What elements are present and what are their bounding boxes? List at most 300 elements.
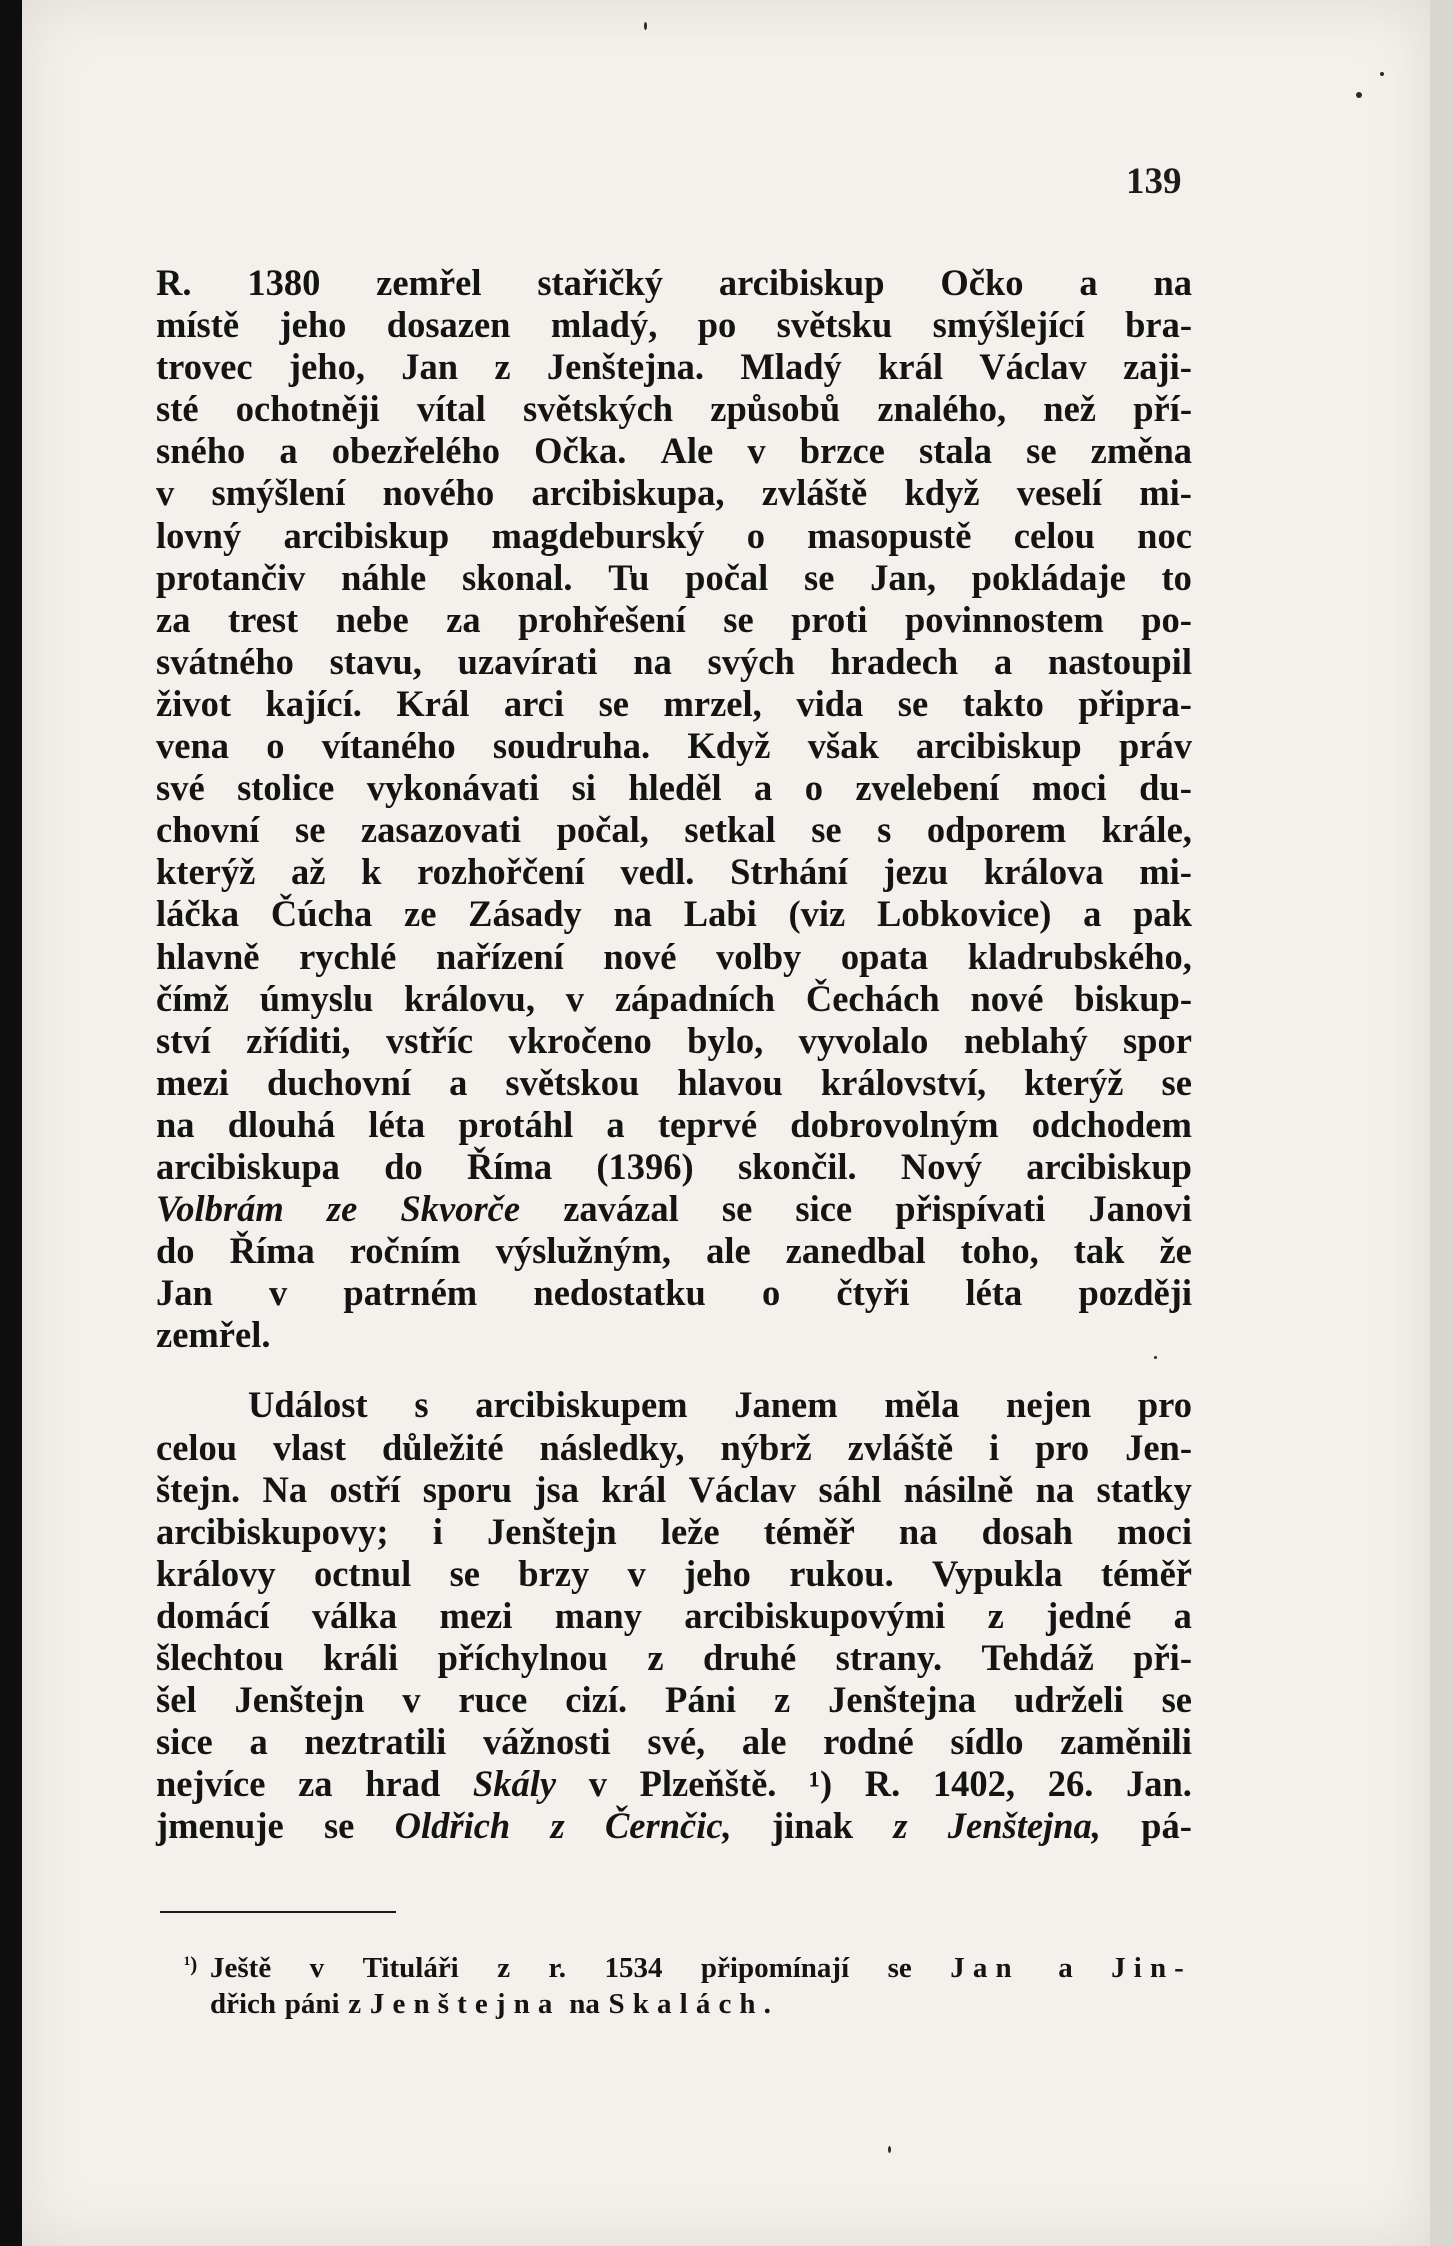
word: si [571, 767, 596, 809]
word: takto [962, 682, 1044, 724]
word: později [1078, 1272, 1192, 1314]
word: pokládaje [971, 556, 1126, 598]
word: smýšlení [211, 472, 346, 514]
word: veselí [1016, 472, 1102, 514]
word: se [1161, 1061, 1192, 1103]
word: život [156, 682, 231, 724]
word: zvláště [847, 1426, 954, 1468]
word: sice [156, 1721, 213, 1763]
word: statky [1096, 1468, 1192, 1510]
word: Skvorče [400, 1188, 521, 1230]
word: na [1035, 1468, 1075, 1510]
word: Čechách [805, 977, 940, 1019]
text-line [156, 557, 1192, 599]
word: odporem [926, 809, 1067, 851]
word: království, [820, 1061, 987, 1103]
word: Očka. [534, 430, 627, 472]
text-line [210, 1950, 1192, 1986]
text-line [156, 1511, 1192, 1553]
word: s [877, 809, 892, 851]
word: dlouhá [227, 1103, 336, 1145]
footnote-rule [160, 1911, 396, 1913]
word: Říma [229, 1230, 315, 1272]
paper-speck [1380, 72, 1384, 76]
word: zaji- [1123, 346, 1192, 388]
word: obezřelého [331, 430, 501, 472]
word: zavázal [563, 1188, 679, 1230]
word: R. [864, 1763, 901, 1805]
page-edge-strip [1430, 0, 1454, 2246]
word: toho, [960, 1230, 1039, 1272]
word: se [598, 682, 629, 724]
word: rodné [823, 1721, 914, 1763]
text-line [156, 1763, 1192, 1805]
word: ochotněji [235, 388, 380, 430]
paper-speck [644, 22, 647, 30]
word: zaměnili [1060, 1721, 1192, 1763]
word: prohřešení [518, 598, 686, 640]
word: ze [326, 1188, 358, 1230]
word: Skály [472, 1763, 557, 1805]
word: se [887, 1952, 912, 1984]
word: Jenštejna. [546, 346, 705, 388]
word: válka [311, 1594, 398, 1636]
word: arcibiskupem [475, 1384, 688, 1426]
word: jedné [1046, 1594, 1132, 1636]
word: zemřel. [156, 1314, 271, 1356]
word: mrzel, [663, 682, 762, 724]
word: na [633, 640, 672, 682]
word: jmenuje [156, 1805, 284, 1847]
footnote-text [210, 1950, 1192, 2022]
word: mezi [156, 1061, 229, 1103]
word: a [279, 430, 298, 472]
word: a [1058, 1952, 1073, 1984]
word: do [384, 1145, 423, 1187]
word: (1396) [596, 1145, 694, 1187]
word: šel [156, 1679, 197, 1721]
word: Jan, [870, 556, 936, 598]
footnote-marker: ¹) [184, 1952, 198, 1976]
word: se [723, 598, 754, 640]
word: rozhořčení [417, 851, 585, 893]
text-line [156, 1679, 1192, 1721]
word: volby [716, 935, 802, 977]
word: v [747, 430, 766, 472]
word: skonal. [461, 556, 573, 598]
word: zasazovati [360, 809, 522, 851]
word: králova [983, 851, 1104, 893]
word: setkal [684, 809, 776, 851]
word: Tu [608, 556, 650, 598]
text-line [156, 262, 1192, 304]
word: jeho [684, 1552, 751, 1594]
word: Zásady [468, 893, 582, 935]
word: teprvé [657, 1103, 758, 1145]
text-line [156, 1637, 1192, 1679]
word: o [804, 767, 823, 809]
word: ruce [458, 1679, 528, 1721]
word: svátného [156, 640, 294, 682]
word: se [1161, 1679, 1192, 1721]
word: Nový [900, 1145, 982, 1187]
word: v [565, 977, 585, 1019]
main-text [156, 262, 1192, 1847]
word: brzy [518, 1552, 590, 1594]
word: na [613, 893, 653, 935]
word: mladý, [550, 304, 658, 346]
word: a [1083, 893, 1102, 935]
word: moci [1031, 767, 1107, 809]
word: čtyři [836, 1272, 910, 1314]
word: o [761, 1272, 781, 1314]
word: Jenštejn [234, 1679, 365, 1721]
word: Ale [660, 430, 714, 472]
word: po- [1141, 598, 1192, 640]
word: 1402, [932, 1763, 1016, 1805]
word: arcibiskupovými [684, 1594, 946, 1636]
word: Tituláři [362, 1952, 459, 1984]
text-line [156, 893, 1192, 935]
word: západních [614, 977, 776, 1019]
word: nedostatku [533, 1272, 706, 1314]
word: výslužným, [495, 1230, 672, 1272]
word: téměř [763, 1510, 855, 1552]
word: mi- [1139, 851, 1192, 893]
word: se [811, 809, 842, 851]
text-line [156, 346, 1192, 388]
text-line [156, 430, 1192, 472]
word: neztratili [304, 1721, 447, 1763]
word: 1534 [604, 1952, 663, 1984]
word: vstříc [385, 1019, 474, 1061]
word: Jin- [1111, 1952, 1192, 1984]
word: arcibiskup [1026, 1145, 1192, 1187]
word: to [1161, 556, 1192, 598]
word: na [1153, 262, 1192, 303]
word: 1380 [247, 262, 321, 303]
word: léta [965, 1272, 1023, 1314]
word: Václav [979, 346, 1087, 388]
word: vítal [416, 388, 486, 430]
word: tak [1073, 1230, 1125, 1272]
word: nového [382, 472, 495, 514]
word: měla [884, 1384, 960, 1426]
text-line [156, 641, 1192, 683]
text-line [156, 1314, 1192, 1356]
word: čímž [156, 977, 229, 1019]
word: světských [523, 388, 674, 430]
text-line [156, 1062, 1192, 1104]
word: hleděl [628, 767, 722, 809]
word: z [774, 1679, 791, 1721]
text-line [156, 1272, 1192, 1314]
page-number: 139 [1126, 161, 1182, 202]
word: noc [1137, 514, 1192, 556]
word: proti [791, 598, 868, 640]
word: pá- [1141, 1805, 1192, 1847]
word: jezu [883, 851, 949, 893]
word: ročním [349, 1230, 461, 1272]
word: zanedbal [785, 1230, 926, 1272]
text-line [156, 851, 1192, 893]
word: Vypukla [931, 1552, 1063, 1594]
word: s [414, 1384, 429, 1426]
word: Strhání [730, 851, 848, 893]
word: Ještě [210, 1952, 272, 1984]
word: Jan. [1125, 1763, 1192, 1805]
word: když [904, 472, 980, 514]
word: světsku [776, 304, 893, 346]
word: své, [647, 1721, 706, 1763]
word: z [647, 1637, 664, 1678]
word: kterýž [156, 851, 256, 893]
word: sáhl [818, 1468, 882, 1510]
word: se [449, 1552, 480, 1594]
word: Jan [950, 1952, 1020, 1984]
word: znalého, [877, 388, 1007, 430]
text-line [210, 1986, 1192, 2022]
word: vkročeno [508, 1019, 652, 1061]
word: a [1173, 1594, 1192, 1636]
word: kající. [265, 682, 362, 724]
paper-speck [888, 2146, 891, 2153]
text-line [156, 978, 1192, 1020]
word: Mladý [740, 346, 842, 388]
word: Jan [401, 346, 459, 388]
word: místě [156, 304, 240, 346]
word: arcibiskupa [156, 1145, 340, 1187]
word: o [266, 725, 285, 767]
word: spor [1122, 1019, 1192, 1061]
word: Lobkovice) [876, 893, 1052, 935]
text-line [156, 1384, 1192, 1426]
text-line [156, 767, 1192, 809]
word: r. [548, 1952, 566, 1984]
word: králi [323, 1637, 399, 1678]
text-line [156, 1469, 1192, 1511]
word: Událost [248, 1384, 368, 1426]
word: trovec [156, 346, 253, 388]
word: stavu, [329, 640, 422, 682]
word: z [550, 1805, 565, 1847]
word: stařičký [537, 262, 664, 303]
word: svých [707, 640, 795, 682]
word: násilně [903, 1468, 1014, 1510]
word: přispívati [895, 1188, 1046, 1230]
word: se [897, 682, 929, 724]
word: po [697, 304, 737, 346]
word: téměř [1100, 1552, 1192, 1594]
word: soudruha. [492, 725, 651, 767]
word: zříditi, [246, 1019, 351, 1061]
word: král [878, 346, 943, 388]
word: ale [741, 1721, 787, 1763]
word: důležité [381, 1426, 504, 1468]
text-line [156, 1104, 1192, 1146]
word: kladrubského, [967, 935, 1192, 977]
word: z [497, 1952, 511, 1984]
word: a [754, 767, 773, 809]
word: masopustě [807, 514, 972, 556]
word: (viz [788, 893, 846, 935]
word: jeho [279, 304, 347, 346]
text-line [156, 1427, 1192, 1469]
word: Labi [683, 893, 757, 935]
word: vítaného [321, 725, 456, 767]
word: ostří [329, 1468, 401, 1510]
word: jinak [771, 1805, 854, 1847]
word: a [449, 1061, 468, 1103]
word: kterýž [1024, 1061, 1124, 1103]
word: stolice [237, 767, 335, 809]
word: a [993, 640, 1013, 682]
word: z [494, 346, 511, 388]
word: v [588, 1763, 607, 1805]
word: Na [262, 1468, 308, 1510]
text-line [156, 809, 1192, 851]
word: octnul [313, 1552, 412, 1594]
word: pak [1133, 893, 1192, 935]
word: počal [685, 556, 769, 598]
word: protančiv [156, 556, 306, 598]
word: v [309, 1952, 325, 1984]
word: jeho, [288, 346, 365, 388]
word: smýšlející [932, 304, 1085, 346]
word: jsa [534, 1468, 580, 1510]
word: Jenštejna [828, 1679, 977, 1721]
word: nařízení [436, 935, 564, 977]
word: Jenštejna, [947, 1805, 1101, 1847]
word: Plzeňště. [639, 1763, 777, 1805]
word: o [746, 514, 765, 556]
word: při- [1133, 1637, 1192, 1678]
word: Jenštejna [369, 1988, 561, 2020]
word: i [988, 1426, 1000, 1468]
word: biskup- [1074, 977, 1192, 1019]
word: arcibiskup [718, 262, 885, 303]
word: královu, [404, 977, 535, 1019]
word: Král [396, 682, 470, 724]
text-line [156, 472, 1192, 514]
word: a [1079, 262, 1098, 303]
word: Čúcha [270, 893, 373, 935]
word: odchodem [1031, 1103, 1192, 1145]
word: uzavírati [457, 640, 598, 682]
word: arcibiskup [283, 514, 450, 556]
word: z [893, 1805, 908, 1847]
word: sté [156, 388, 199, 430]
word: za [156, 598, 191, 640]
word: počal, [556, 809, 649, 851]
word: v [402, 1679, 421, 1721]
text-line [156, 1020, 1192, 1062]
word: arci [503, 682, 565, 724]
word: mi- [1139, 472, 1192, 514]
word: král [601, 1468, 667, 1510]
text-line [156, 936, 1192, 978]
word: brzce [799, 430, 885, 472]
word: své [156, 767, 205, 809]
word: nové [603, 935, 677, 977]
text-line [156, 515, 1192, 557]
paper-speck [1356, 92, 1362, 98]
word: z [987, 1594, 1004, 1636]
word: Očko [940, 262, 1024, 303]
word: na [898, 1510, 938, 1552]
word: nebe [335, 598, 409, 640]
word: nejen [1006, 1384, 1092, 1426]
word: vedl. [620, 851, 695, 893]
word: příchylnou [437, 1637, 608, 1678]
word: mezi [439, 1594, 513, 1636]
paragraph-gap [156, 1356, 1192, 1384]
word: než [1043, 388, 1096, 430]
word: Jan [156, 1272, 213, 1314]
word: do [156, 1230, 195, 1272]
word: leže [660, 1510, 720, 1552]
word: vlast [273, 1426, 347, 1468]
word: nové [970, 977, 1044, 1019]
word: rychlé [299, 935, 397, 977]
word: však [807, 725, 879, 767]
word: Václav [688, 1468, 797, 1510]
word: nejvíce [156, 1763, 266, 1805]
word: duchovní [267, 1061, 412, 1103]
word: se [803, 556, 835, 598]
word: sice [795, 1188, 853, 1230]
word: druhé [702, 1637, 797, 1678]
word: že [1159, 1230, 1192, 1272]
word: vykonávati [366, 767, 540, 809]
word: šlechtou [156, 1637, 284, 1678]
text-line [156, 1805, 1192, 1847]
word: skončil. [737, 1145, 857, 1187]
word: sného [156, 430, 246, 472]
word: pro [1035, 1426, 1090, 1468]
word: ¹) [809, 1763, 833, 1805]
word: zemřel [376, 262, 482, 303]
word: i [432, 1510, 443, 1552]
word: hrad [365, 1763, 441, 1805]
word: na [569, 1988, 600, 2020]
word: vážnosti [482, 1721, 611, 1763]
text-line [156, 1553, 1192, 1595]
word: krále, [1101, 809, 1192, 851]
word: a [606, 1103, 625, 1145]
word: úmyslu [259, 977, 374, 1019]
word: arcibiskupovy; [156, 1510, 389, 1552]
word: z [348, 1988, 362, 2020]
word: vida [796, 682, 864, 724]
word: za [298, 1763, 333, 1805]
word: bylo, [687, 1019, 764, 1061]
word: domácí [156, 1594, 270, 1636]
word: se [1026, 430, 1057, 472]
word: následky, [539, 1426, 685, 1468]
word: bra- [1125, 304, 1192, 346]
word: královy [156, 1552, 276, 1594]
word: Volbrám [156, 1188, 284, 1230]
word: trest [227, 598, 299, 640]
paragraph-2 [156, 1384, 1192, 1847]
word: v [268, 1272, 288, 1314]
word: láčka [156, 893, 240, 935]
word: náhle [341, 556, 427, 598]
text-line [156, 304, 1192, 346]
word: za [446, 598, 481, 640]
word: nýbrž [720, 1426, 812, 1468]
